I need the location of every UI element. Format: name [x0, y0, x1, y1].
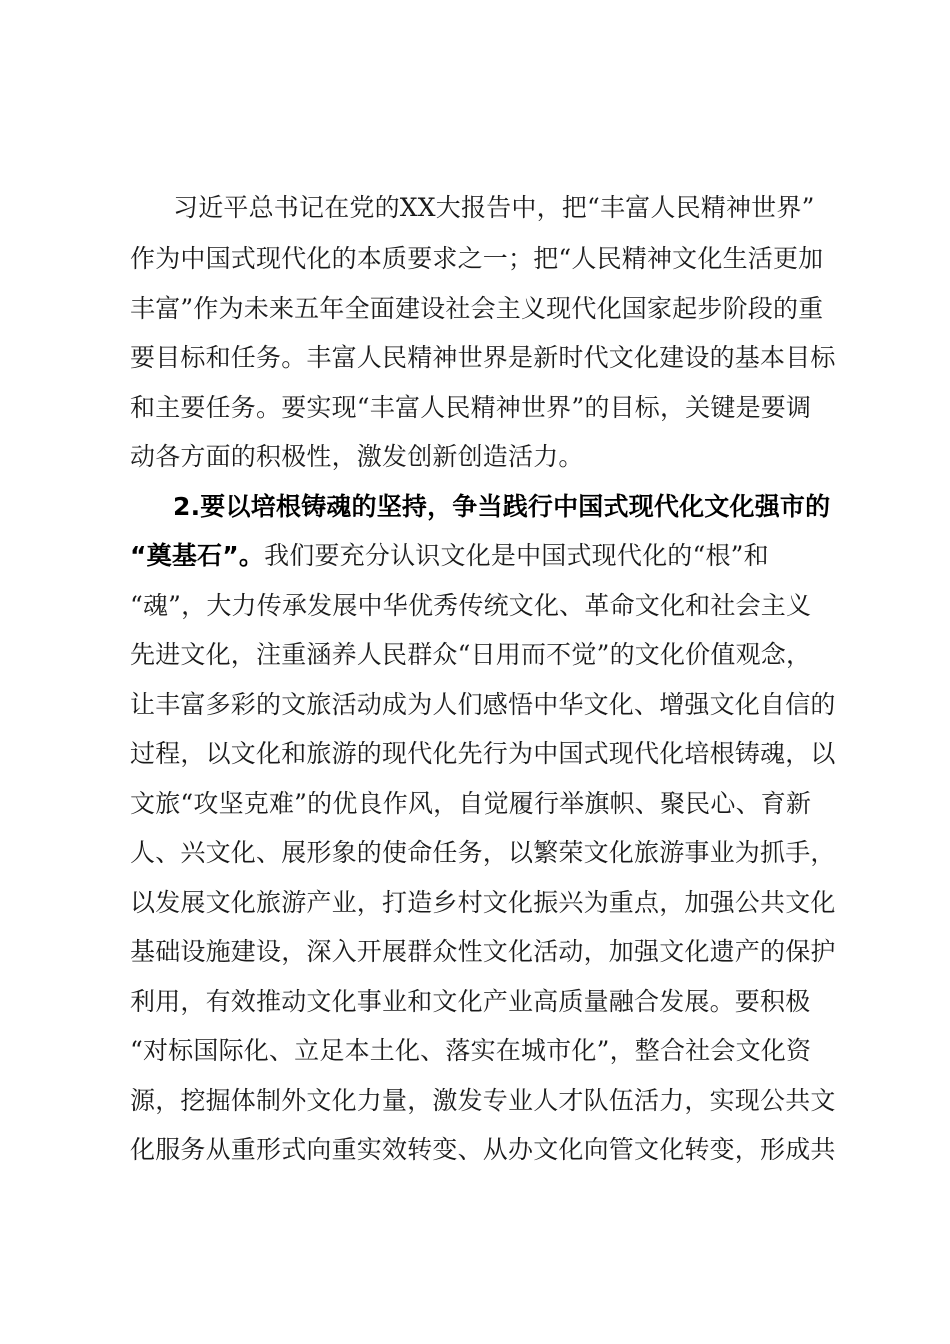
paragraph-2-line-13: 化服务从重形式向重实效转变、从办文化向管文化转变，形成共	[130, 1135, 836, 1164]
paragraph-1-line-4: 要目标和任务。丰富人民精神世界是新时代文化建设的基本目标	[130, 343, 836, 372]
paragraph-1-line-2: 作为中国式现代化的本质要求之一；把“人民精神文化生活更加	[130, 244, 824, 273]
paragraph-2-line-6: 文旅“攻坚克难”的优良作风，自觉履行举旗帜、聚民心、育新	[130, 789, 812, 818]
section-heading-line-1: 2.要以培根铸魂的坚持，争当践行中国式现代化文化强市的	[173, 492, 831, 521]
paragraph-2-line-10: 利用，有效推动文化事业和文化产业高质量融合发展。要积极	[130, 987, 811, 1016]
paragraph-1-line-1: 习近平总书记在党的XX大报告中，把“丰富人民精神世界”	[173, 193, 815, 222]
paragraph-1-line-3: 丰富”作为未来五年全面建设社会主义现代化国家起步阶段的重	[130, 294, 824, 323]
paragraph-1-line-6: 动各方面的积极性，激发创新创造活力。	[130, 442, 584, 471]
paragraph-2-line-4: 让丰富多彩的文旅活动成为人们感悟中华文化、增强文化自信的	[130, 690, 836, 719]
paragraph-2-line-1-text: 我们要充分认识文化是中国式现代化的“根”和	[264, 541, 769, 570]
section-heading-line-2: “奠基石”。	[130, 541, 265, 570]
paragraph-2-line-7: 人、兴文化、展形象的使命任务，以繁荣文化旅游事业为抓手，	[130, 838, 836, 867]
paragraph-2-line-11: “对标国际化、立足本土化、落实在城市化”，整合社会文化资	[130, 1036, 812, 1065]
paragraph-1-line-5: 和主要任务。要实现“丰富人民精神世界”的目标，关键是要调	[130, 393, 812, 422]
paragraph-2-line-2: “魂”，大力传承发展中华优秀传统文化、革命文化和社会主义	[130, 591, 812, 620]
paragraph-2-line-9: 基础设施建设，深入开展群众性文化活动，加强文化遗产的保护	[130, 937, 836, 966]
paragraph-2-line-8: 以发展文化旅游产业，打造乡村文化振兴为重点，加强公共文化	[130, 888, 836, 917]
paragraph-2-line-1	[130, 540, 769, 572]
paragraph-2-line-3: 先进文化，注重涵养人民群众“日用而不觉”的文化价值观念，	[130, 640, 812, 669]
paragraph-2-line-5: 过程，以文化和旅游的现代化先行为中国式现代化培根铸魂，以	[130, 739, 836, 768]
paragraph-2-line-12: 源，挖掘体制外文化力量，激发专业人才队伍活力，实现公共文	[130, 1086, 836, 1115]
